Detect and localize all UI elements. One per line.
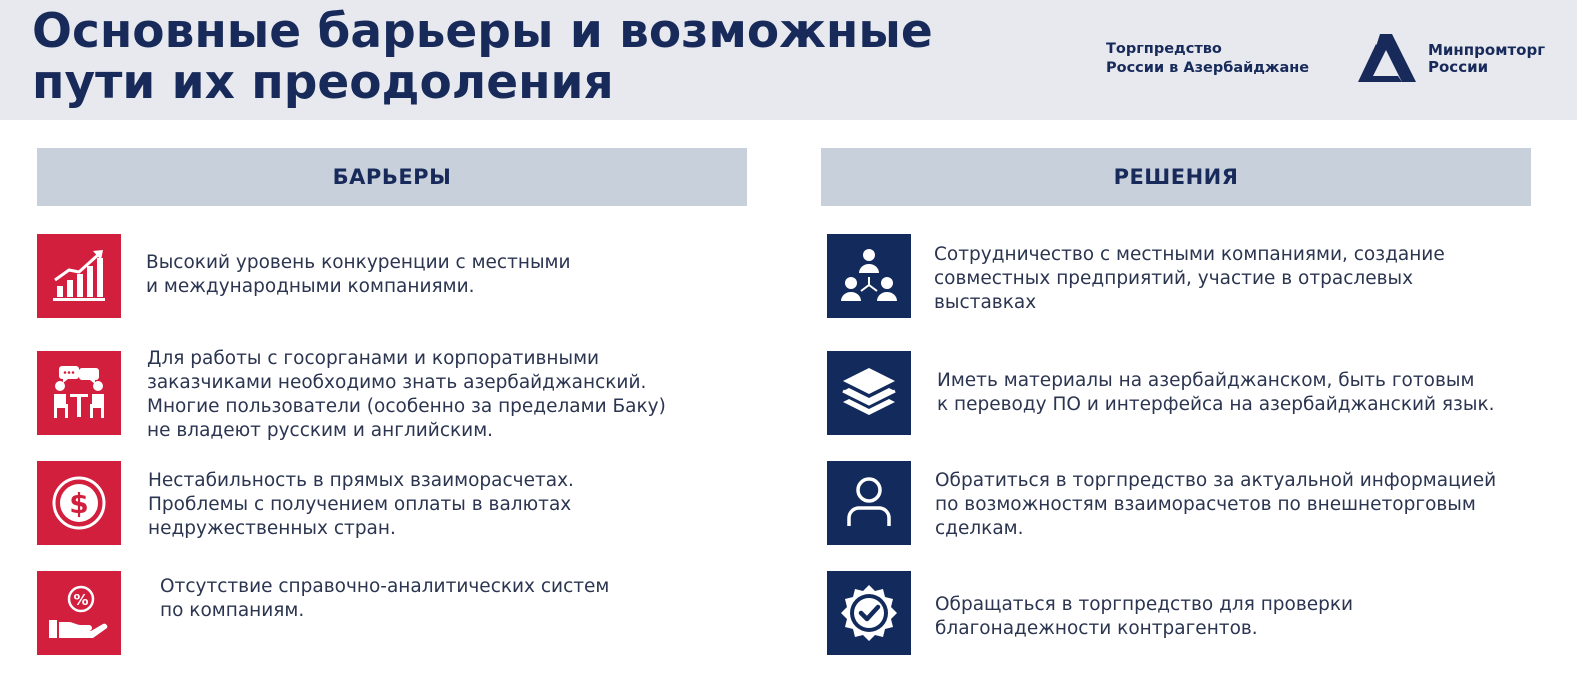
dollar-coin-icon bbox=[37, 461, 121, 545]
header-bar bbox=[0, 0, 1577, 120]
barrier-4-line-1: Отсутствие справочно-аналитических систем bbox=[160, 576, 610, 597]
verified-badge-icon bbox=[827, 571, 911, 655]
ministry-name bbox=[1428, 42, 1545, 76]
solution-item-1 bbox=[934, 243, 1445, 315]
meeting-people-icon bbox=[37, 351, 121, 435]
solution-2-line-2: к переводу ПО и интерфейса на азербайджанский язык. bbox=[937, 394, 1495, 415]
solution-4-line-2: благонадежности контрагентов. bbox=[935, 618, 1258, 639]
percent-hand-icon bbox=[37, 571, 121, 655]
solution-1-line-2: совместных предприятий, участие в отраслевых bbox=[934, 268, 1414, 289]
barrier-item-3 bbox=[148, 469, 574, 541]
solution-3-line-3: сделкам. bbox=[935, 518, 1024, 539]
solution-item-4 bbox=[935, 593, 1353, 641]
barrier-2-line-4: не владеют русским и английским. bbox=[147, 420, 494, 441]
page-title-line-2: пути их преодоления bbox=[32, 55, 614, 110]
barrier-4-line-2: по компаниям. bbox=[160, 600, 305, 621]
solution-1-line-1: Сотрудничество с местными компаниями, создание bbox=[934, 244, 1445, 265]
trade-rep-line-2: России в Азербайджане bbox=[1106, 60, 1310, 76]
team-network-icon bbox=[827, 234, 911, 318]
trade-representation-label bbox=[1106, 40, 1309, 78]
ministry-name-line-1: Минпромторг bbox=[1428, 41, 1546, 59]
ministry-logo-icon bbox=[1358, 34, 1416, 82]
solution-item-2 bbox=[937, 369, 1495, 417]
svg-text:%: % bbox=[73, 591, 89, 609]
barrier-item-1 bbox=[146, 251, 571, 299]
solutions-column-header: РЕШЕНИЯ bbox=[821, 148, 1531, 206]
barrier-item-4 bbox=[160, 575, 609, 623]
solution-3-line-1: Обратиться в торгпредство за актуальной информацией bbox=[935, 470, 1497, 491]
solution-2-line-1: Иметь материалы на азербайджанском, быть готовым bbox=[937, 370, 1475, 391]
barrier-3-line-2: Проблемы с получением оплаты в валютах bbox=[148, 494, 572, 515]
barrier-3-line-3: недружественных стран. bbox=[148, 518, 396, 539]
barrier-item-2 bbox=[147, 347, 666, 443]
barriers-column-header: БАРЬЕРЫ bbox=[37, 148, 747, 206]
user-icon bbox=[827, 461, 911, 545]
barrier-1-line-1: Высокий уровень конкуренции с местными bbox=[146, 252, 571, 273]
barrier-3-line-1: Нестабильность в прямых взаиморасчетах. bbox=[148, 470, 574, 491]
solution-4-line-1: Обращаться в торгпредство для проверки bbox=[935, 594, 1354, 615]
solution-3-line-2: по возможностям взаиморасчетов по внешнеторговым bbox=[935, 494, 1476, 515]
layers-icon bbox=[827, 351, 911, 435]
solution-1-line-3: выставках bbox=[934, 292, 1037, 313]
barrier-2-line-3: Многие пользователи (особенно за пределами Баку) bbox=[147, 396, 666, 417]
barrier-2-line-1: Для работы с госорганами и корпоративными bbox=[147, 348, 600, 369]
barrier-2-line-2: заказчиками необходимо знать азербайджанский. bbox=[147, 372, 647, 393]
page-title bbox=[32, 6, 1012, 108]
solution-item-3 bbox=[935, 469, 1496, 541]
barrier-1-line-2: и международными компаниями. bbox=[146, 276, 475, 297]
ministry-name-line-2: России bbox=[1428, 58, 1489, 76]
trade-rep-line-1: Торгпредство bbox=[1106, 41, 1222, 57]
svg-text:$: $ bbox=[69, 487, 89, 520]
growth-chart-icon bbox=[37, 234, 121, 318]
page-title-line-1: Основные барьеры и возможные bbox=[32, 4, 933, 59]
